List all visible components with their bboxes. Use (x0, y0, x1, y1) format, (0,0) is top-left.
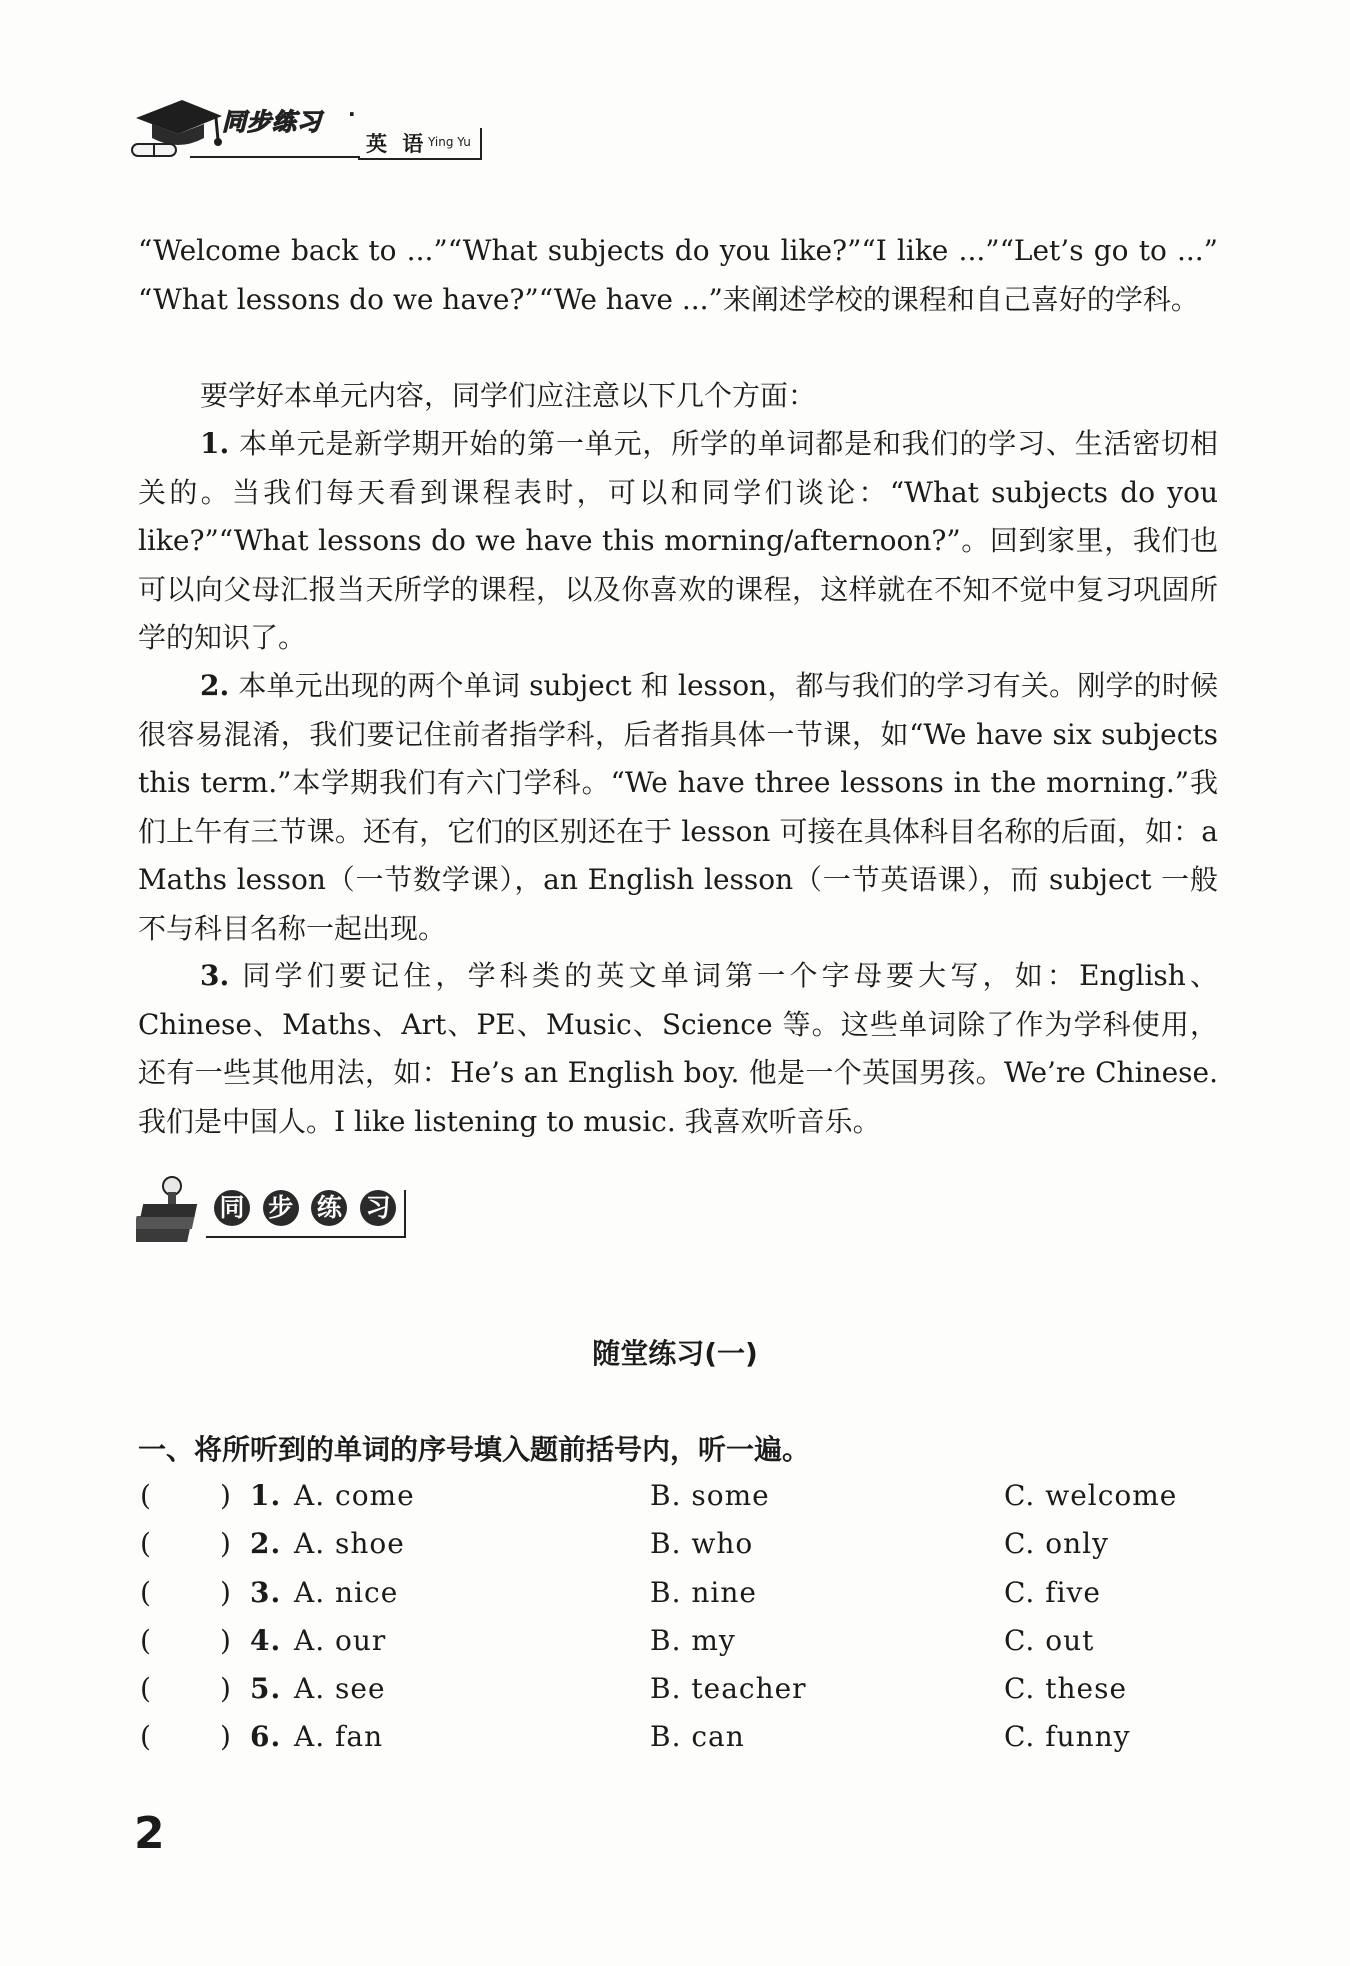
question-row (138, 1665, 1238, 1713)
question-row (138, 1617, 1238, 1665)
question-number: 3. (250, 1575, 282, 1609)
option-a: A. nice (294, 1575, 399, 1609)
answer-paren-right: ) (220, 1575, 232, 1609)
banner-char-4: 习 (360, 1190, 396, 1226)
tip-1-text: 本单元是新学期开始的第一单元，所学的单词都是和我们的学习、生活密切相关的。当我们每天看到课程表时，可以和同学们谈论：“What subjects do you like?”“What lessons do we have this morning/afternoon?”。回到家里，我们也可以向父母汇报当天所学的课程，以及你喜欢的课程，这样就在不知不觉中复习巩固所学的知识了。 (138, 427, 1218, 654)
answer-paren-left: ( (140, 1623, 152, 1657)
answer-paren-left: ( (140, 1479, 152, 1512)
tip-2 (138, 662, 1218, 953)
tip-1 (138, 420, 1218, 663)
page-header (130, 92, 490, 162)
banner-char-1: 同 (214, 1190, 250, 1226)
option-b: B. can (650, 1720, 745, 1754)
tips-intro: 要学好本单元内容，同学们应注意以下几个方面： (200, 379, 817, 412)
tip-2-number: 2. (200, 669, 230, 702)
answer-paren-left: ( (140, 1527, 152, 1561)
option-b: B. some (650, 1479, 770, 1512)
answer-paren-right: ) (220, 1527, 232, 1561)
subject-label-box (358, 128, 482, 160)
answer-paren-right: ) (220, 1479, 232, 1512)
option-c: C. only (1004, 1527, 1109, 1561)
option-b: B. who (650, 1527, 754, 1561)
tip-3 (138, 952, 1218, 1146)
subject-chinese: 英 语 (366, 132, 428, 156)
option-c: C. out (1004, 1623, 1095, 1657)
answer-paren-left: ( (140, 1720, 152, 1754)
answer-paren-left: ( (140, 1672, 152, 1706)
answer-paren-left: ( (140, 1575, 152, 1609)
page-number: 2 (134, 1808, 165, 1859)
answer-paren-right: ) (220, 1672, 232, 1706)
option-a: A. see (294, 1672, 386, 1706)
option-c: C. funny (1004, 1720, 1131, 1754)
section-title: 随堂练习(一) (592, 1337, 758, 1370)
option-a: A. fan (294, 1720, 384, 1754)
intro-paragraph: “Welcome back to ...”“What subjects do you like?”“I like ...”“Let’s go to ...” “What lessons do we have?”“We have ...”来阐述学校的课程和自己喜好的学科。 (138, 234, 1218, 316)
question-number: 2. (250, 1527, 282, 1561)
section-banner (136, 1172, 408, 1254)
banner-label (214, 1190, 392, 1226)
banner-char-3: 练 (311, 1190, 347, 1226)
tip-1-number: 1. (200, 427, 230, 460)
option-b: B. teacher (650, 1672, 807, 1706)
question-row (138, 1520, 1238, 1568)
question-number: 1. (250, 1479, 282, 1512)
question-number: 4. (250, 1623, 282, 1657)
option-a: A. shoe (294, 1527, 405, 1561)
question-number: 6. (250, 1720, 282, 1754)
option-c: C. welcome (1004, 1479, 1178, 1512)
books-lamp-icon (136, 1172, 216, 1254)
option-b: B. my (650, 1623, 736, 1657)
header-dot: · (348, 102, 356, 126)
question-title: 一、将所听到的单词的序号填入题前括号内，听一遍。 (138, 1433, 811, 1466)
banner-underline (206, 1236, 406, 1238)
answer-paren-right: ) (220, 1720, 232, 1754)
graduation-cap-icon (130, 94, 226, 160)
question-row (138, 1569, 1238, 1617)
option-b: B. nine (650, 1575, 757, 1609)
banner-char-2: 步 (263, 1190, 299, 1226)
tip-2-text: 本单元出现的两个单词 subject 和 lesson，都与我们的学习有关。刚学的时候很容易混淆，我们要记住前者指学科，后者指具体一节课，如“We have six subjects this term.”本学期我们有六门学科。“We have three lessons in the morning.”我们上午有三节课。还有，它们的区别还在于 lesson 可接在具体科目名称的后面，如：a Maths lesson（一节数学课），an English lesson（一节英语课），而 subject 一般不与科目名称一起出现。 (138, 669, 1218, 945)
option-a: A. our (294, 1623, 387, 1657)
option-a: A. come (294, 1479, 415, 1512)
header-rule (190, 156, 360, 158)
brand-title: 同步练习 (222, 108, 322, 136)
option-c: C. five (1004, 1575, 1101, 1609)
option-c: C. these (1004, 1672, 1128, 1706)
question-number: 5. (250, 1672, 282, 1706)
question-row (138, 1472, 1238, 1520)
subject-pinyin: Ying Yu (428, 135, 471, 149)
banner-sideline (404, 1190, 406, 1238)
question-row (138, 1713, 1238, 1761)
question-list (138, 1472, 1238, 1762)
answer-paren-right: ) (220, 1623, 232, 1657)
tip-3-text: 同学们要记住，学科类的英文单词第一个字母要大写，如：English、Chinese、Maths、Art、PE、Music、Science 等。这些单词除了作为学科使用，还有一些其他用法，如：He’s an English boy. 他是一个英国男孩。We’re Chinese. 我们是中国人。I like listening to music. 我喜欢听音乐。 (138, 959, 1218, 1138)
tip-3-number: 3. (200, 959, 230, 992)
